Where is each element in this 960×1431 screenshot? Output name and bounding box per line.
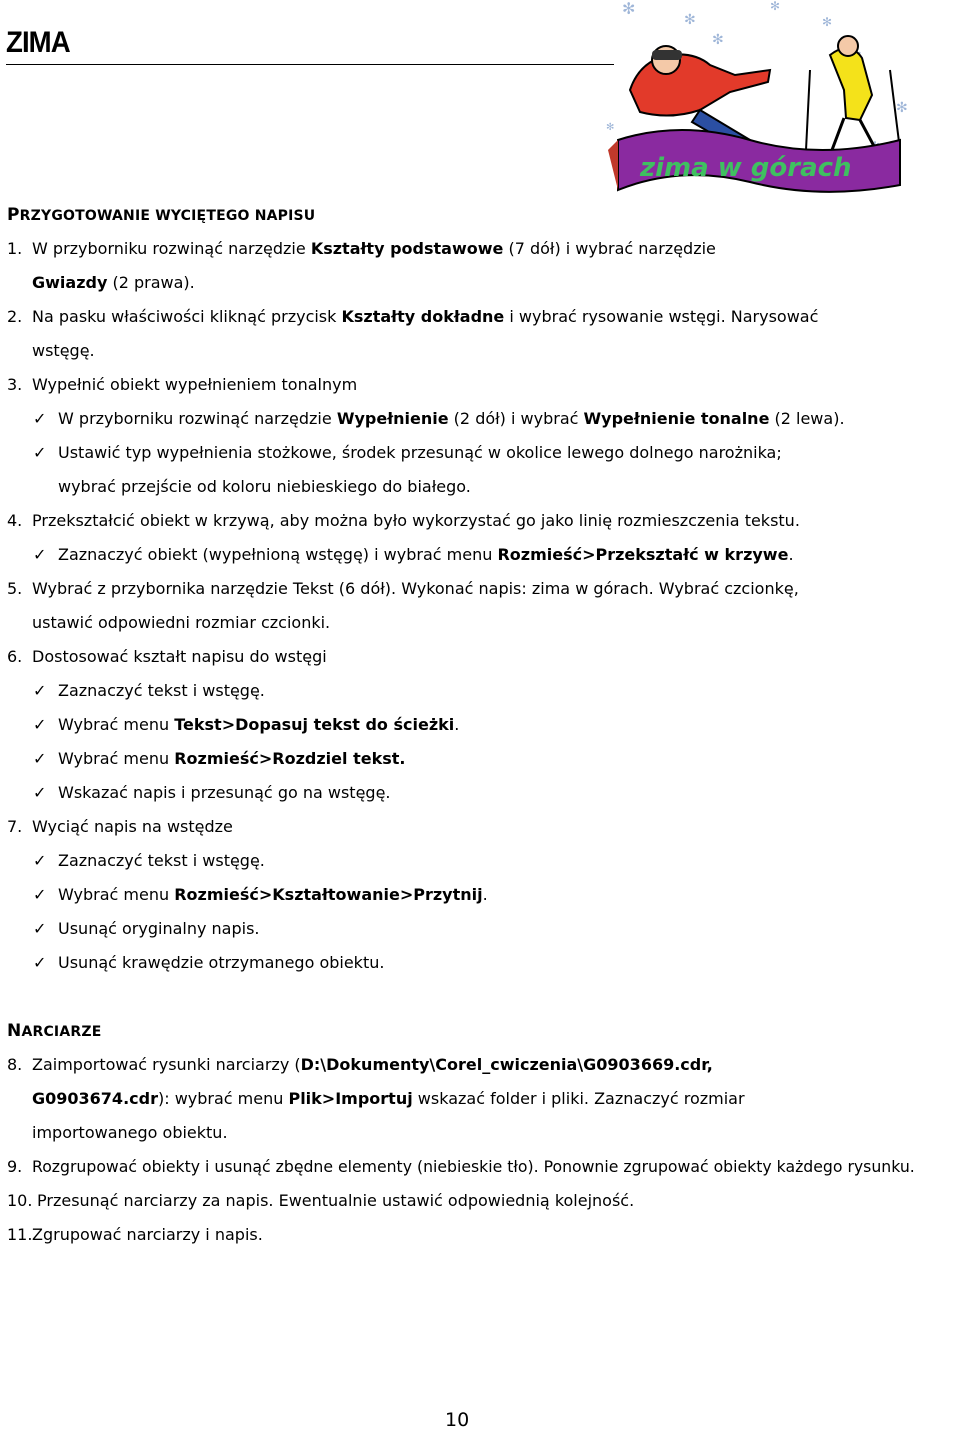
svg-text:✻: ✻	[712, 32, 724, 48]
check-icon: ✓	[33, 919, 47, 938]
check-icon: ✓	[33, 851, 47, 870]
list-number: 1.	[7, 239, 23, 258]
check-icon: ✓	[33, 885, 47, 904]
section-heading-skiers: NARCIARZE	[7, 1021, 102, 1041]
list-item: Rozgrupować obiekty i usunąć zbędne elementy (niebieskie tło). Ponownie zgrupować obiekty każdego rysunku.	[32, 1157, 915, 1176]
page-title: ZIMA	[6, 26, 70, 59]
list-number: 4.	[7, 511, 23, 530]
list-number: 2.	[7, 307, 23, 326]
zima-w-gorach-logo	[600, 0, 960, 200]
list-item-continuation: importowanego obiektu.	[32, 1123, 228, 1142]
ribbon-banner	[608, 130, 900, 192]
sub-item: Wybrać menu Tekst>Dopasuj tekst do ścieżki.	[58, 715, 460, 734]
list-number: 8.	[7, 1055, 23, 1074]
title-underline	[6, 64, 614, 65]
sub-item: Usunąć krawędzie otrzymanego obiektu.	[58, 953, 385, 972]
check-icon: ✓	[33, 783, 47, 802]
sub-item: Wybrać menu Rozmieść>Rozdziel tekst.	[58, 749, 406, 768]
list-item: Wybrać z przybornika narzędzie Tekst (6 dół). Wykonać napis: zima w górach. Wybrać czcionkę,	[32, 579, 799, 598]
page-number: 10	[445, 1409, 470, 1431]
list-item: Wypełnić obiekt wypełnieniem tonalnym	[32, 375, 358, 394]
svg-text:✻: ✻	[770, 0, 781, 13]
list-item: W przyborniku rozwinąć narzędzie Kształty podstawowe (7 dół) i wybrać narzędzie	[32, 239, 716, 258]
sub-item: Usunąć oryginalny napis.	[58, 919, 260, 938]
list-item: Przekształcić obiekt w krzywą, aby można było wykorzystać go jako linię rozmieszczenia tekstu.	[32, 511, 800, 530]
check-icon: ✓	[33, 681, 47, 700]
sub-item: Zaznaczyć obiekt (wypełnioną wstęgę) i wybrać menu Rozmieść>Przekształć w krzywe.	[58, 545, 794, 564]
list-item: Dostosować kształt napisu do wstęgi	[32, 647, 327, 666]
sub-item: Wybrać menu Rozmieść>Kształtowanie>Przytnij.	[58, 885, 488, 904]
list-number: 10.	[7, 1191, 33, 1210]
list-item: Przesunąć narciarzy za napis. Ewentualnie ustawić odpowiednią kolejność.	[37, 1191, 635, 1210]
check-icon: ✓	[33, 409, 47, 428]
list-item: Na pasku właściwości kliknąć przycisk Kształty dokładne i wybrać rysowanie wstęgi. Narysować	[32, 307, 819, 326]
svg-text:✻: ✻	[822, 15, 833, 29]
list-item: Wyciąć napis na wstędze	[32, 817, 233, 836]
list-item: Zgrupować narciarzy i napis.	[32, 1225, 263, 1244]
list-number: 7.	[7, 817, 23, 836]
sub-item: Zaznaczyć tekst i wstęgę.	[58, 851, 265, 870]
sub-item: Ustawić typ wypełnienia stożkowe, środek przesunąć w okolice lewego dolnego narożnika;	[58, 443, 782, 462]
section-heading-prep: PRZYGOTOWANIE WYCIĘTEGO NAPISU	[7, 205, 316, 225]
logo-text: zima w górach	[640, 153, 852, 183]
sub-item-continuation: wybrać przejście od koloru niebieskiego do białego.	[58, 477, 471, 496]
check-icon: ✓	[33, 749, 47, 768]
list-item-continuation: ustawić odpowiedni rozmiar czcionki.	[32, 613, 331, 632]
list-item-continuation: Gwiazdy (2 prawa).	[32, 273, 195, 292]
check-icon: ✓	[33, 545, 47, 564]
svg-text:✻: ✻	[684, 12, 696, 28]
svg-text:✻: ✻	[606, 122, 615, 133]
sub-item: Wskazać napis i przesunąć go na wstęgę.	[58, 783, 391, 802]
list-number: 11.	[7, 1225, 33, 1244]
list-number: 6.	[7, 647, 23, 666]
list-item-continuation: wstęgę.	[32, 341, 95, 360]
list-item: Zaimportować rysunki narciarzy (D:\Dokumenty\Corel_cwiczenia\G0903669.cdr,	[32, 1055, 713, 1074]
check-icon: ✓	[33, 715, 47, 734]
list-number: 5.	[7, 579, 23, 598]
list-number: 9.	[7, 1157, 23, 1176]
list-item-continuation: G0903674.cdr): wybrać menu Plik>Importuj wskazać folder i pliki. Zaznaczyć rozmiar	[32, 1089, 745, 1108]
sub-item: W przyborniku rozwinąć narzędzie Wypełnienie (2 dół) i wybrać Wypełnienie tonalne (2 lewa).	[58, 409, 845, 428]
skier-yellow-illustration	[806, 36, 900, 158]
check-icon: ✓	[33, 443, 47, 462]
list-number: 3.	[7, 375, 23, 394]
svg-text:✻: ✻	[896, 100, 908, 116]
check-icon: ✓	[33, 953, 47, 972]
sub-item: Zaznaczyć tekst i wstęgę.	[58, 681, 265, 700]
svg-text:✻: ✻	[622, 0, 636, 18]
